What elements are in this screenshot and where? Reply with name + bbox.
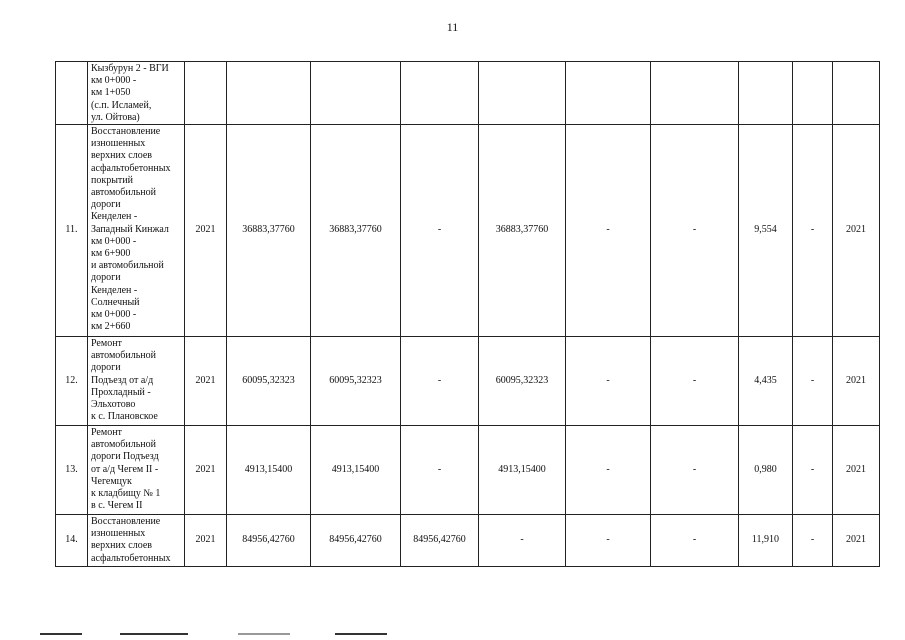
object-name: Восстановление изношенных верхних слоев асфальтобетонных покрытий автомобильной дороги Кенделен - Западный Кинжал км 0+000 - км 6+900 и автомобильной дороги Кенделен - Солнечный км 0+000 - км 2+660 [88, 125, 185, 337]
cell-total [227, 62, 311, 125]
cell-length [739, 62, 793, 125]
cell-extra: - [793, 515, 833, 567]
cell-regional: 36883,37760 [479, 125, 566, 337]
cell-local [566, 62, 651, 125]
row-number: 14. [56, 515, 88, 567]
table-row [56, 125, 880, 337]
cell-local: - [566, 426, 651, 515]
cell-other: - [651, 515, 739, 567]
scan-mark [40, 633, 82, 635]
cell-other: - [651, 125, 739, 337]
cell-amount: 36883,37760 [311, 125, 401, 337]
cell-other: - [651, 337, 739, 426]
cell-length: 9,554 [739, 125, 793, 337]
cell-completion-year: 2021 [833, 125, 880, 337]
scan-edge-marks [0, 633, 905, 639]
page-number: 11 [446, 20, 459, 34]
cell-year: 2021 [185, 125, 227, 337]
cell-completion-year: 2021 [833, 426, 880, 515]
cell-regional: 60095,32323 [479, 337, 566, 426]
scan-mark [335, 633, 387, 635]
cell-completion-year: 2021 [833, 337, 880, 426]
cell-total: 4913,15400 [227, 426, 311, 515]
cell-regional [479, 62, 566, 125]
object-name: Кызбурун 2 - ВГИ км 0+000 - км 1+050 (с.п. Исламей, ул. Ойтова) [88, 62, 185, 125]
cell-length: 11,910 [739, 515, 793, 567]
cell-total: 60095,32323 [227, 337, 311, 426]
table-row [56, 62, 880, 125]
roads-table [55, 61, 880, 567]
cell-local: - [566, 125, 651, 337]
scan-mark [238, 633, 290, 635]
cell-extra: - [793, 125, 833, 337]
table-row [56, 426, 880, 515]
table-row [56, 515, 880, 567]
cell-extra [793, 62, 833, 125]
cell-completion-year [833, 62, 880, 125]
cell-completion-year: 2021 [833, 515, 880, 567]
row-number: 12. [56, 337, 88, 426]
cell-regional: 4913,15400 [479, 426, 566, 515]
cell-amount: 4913,15400 [311, 426, 401, 515]
cell-total: 84956,42760 [227, 515, 311, 567]
cell-year: 2021 [185, 337, 227, 426]
cell-federal: 84956,42760 [401, 515, 479, 567]
cell-federal: - [401, 125, 479, 337]
cell-federal: - [401, 337, 479, 426]
cell-length: 0,980 [739, 426, 793, 515]
scan-mark [120, 633, 188, 635]
cell-regional: - [479, 515, 566, 567]
cell-local: - [566, 515, 651, 567]
cell-other: - [651, 426, 739, 515]
cell-length: 4,435 [739, 337, 793, 426]
object-name: Восстановление изношенных верхних слоев асфальтобетонных [88, 515, 185, 567]
cell-federal [401, 62, 479, 125]
cell-year [185, 62, 227, 125]
row-number [56, 62, 88, 125]
row-number: 13. [56, 426, 88, 515]
cell-year: 2021 [185, 515, 227, 567]
cell-extra: - [793, 426, 833, 515]
object-name: Ремонт автомобильной дороги Подъезд от а/д Прохладный - Эльхотово к с. Плановское [88, 337, 185, 426]
cell-amount: 60095,32323 [311, 337, 401, 426]
cell-year: 2021 [185, 426, 227, 515]
cell-amount [311, 62, 401, 125]
object-name: Ремонт автомобильной дороги Подъезд от а/д Чегем II - Чегемцук к кладбищу № 1 в с. Чегем II [88, 426, 185, 515]
cell-amount: 84956,42760 [311, 515, 401, 567]
table-body [56, 62, 880, 567]
cell-total: 36883,37760 [227, 125, 311, 337]
cell-local: - [566, 337, 651, 426]
row-number: 11. [56, 125, 88, 337]
cell-extra: - [793, 337, 833, 426]
table-row [56, 337, 880, 426]
cell-other [651, 62, 739, 125]
cell-federal: - [401, 426, 479, 515]
